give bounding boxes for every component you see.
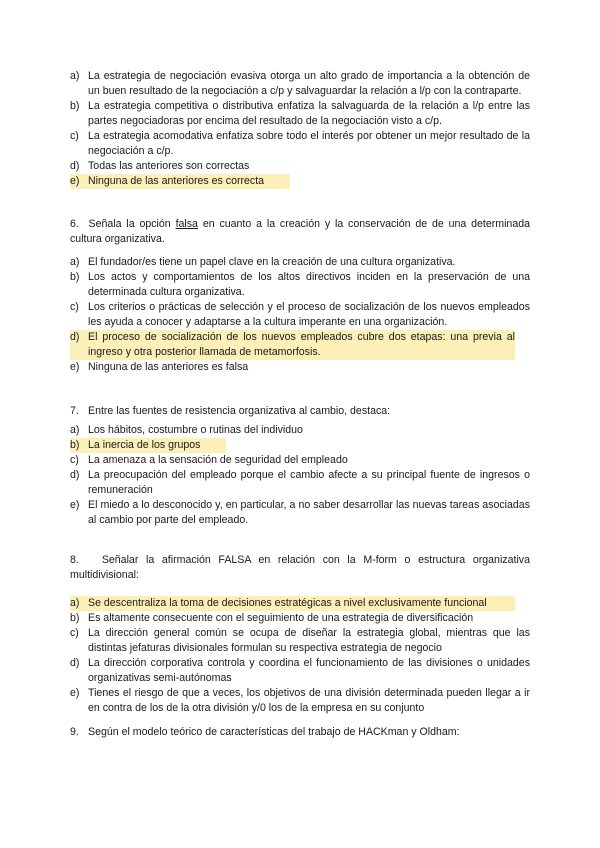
option-7c: c) La amenaza a la sensación de seguridad del empleado	[70, 454, 348, 466]
question-6-options	[70, 255, 530, 375]
option-6b: b) Los actos y comportamientos de los altos directivos inciden en la preservación de una determinada cultura organizativa.	[70, 271, 530, 298]
option-6e: e) Ninguna de las anteriores es falsa	[70, 361, 249, 373]
falsa-underlined: falsa	[175, 218, 198, 230]
option-6a: a) El fundador/es tiene un papel clave en la creación de una cultura organizativa.	[70, 256, 456, 268]
question-9-text: 9. Según el modelo teórico de características del trabajo de HACKman y Oldham:	[70, 726, 460, 738]
option-7e: e) El miedo a lo desconocido y, en particular, a no saber desarrollar las nuevas tareas asociadas al cambio por parte del empleado.	[70, 499, 530, 526]
option-8e: e) Tienes el riesgo de que a veces, los objetivos de una división determinada pueden llegar a ir en contra de los de la otra división y/0 los de la empresa en su conjunto	[70, 687, 530, 714]
option-6d-highlighted: d) El proceso de socialización de los nuevos empleados cubre dos etapas: una previa al ingreso y otra posterior llamada de metamorfosis.	[70, 331, 515, 358]
option-8c: c) La dirección general común se ocupa de diseñar la estrategia global, mientras que las distintas jefaturas divisionales formulan su respectiva estrategia de negocio	[70, 627, 530, 654]
option-5a: a) La estrategia de negociación evasiva otorga un alto grado de importancia a la obtención de un buen resultado de la negociación a c/p y salvaguardar la relación a l/p con la contraparte.	[70, 70, 530, 97]
question-6	[70, 217, 530, 247]
option-5b: b) La estrategia competitiva o distributiva enfatiza la salvaguarda de la relación a l/p entre las partes negociadoras por encima del resultado de la negociación visto a c/p.	[70, 100, 530, 127]
option-7d: d) La preocupación del empleado porque el cambio afecte a su principal fuente de ingresos o remuneración	[70, 469, 530, 496]
option-5e-highlighted: e) Ninguna de las anteriores es correcta	[70, 174, 530, 189]
question-7-text: 7. Entre las fuentes de resistencia organizativa al cambio, destaca:	[70, 405, 391, 417]
option-7b-highlighted: b) La inercia de los grupos	[70, 438, 530, 453]
question-7-options	[70, 423, 530, 528]
question-6-text: 6. Señala la opción falsa en cuanto a la creación y la conservación de de una determinada cultura organizativa.	[70, 218, 531, 245]
question-8-options	[70, 596, 530, 716]
question-7	[70, 404, 530, 419]
option-6c: c) Los criterios o prácticas de selección y el proceso de socialización de los nuevos empleados les ayuda a conocer y adaptarse a la cultura imperante en una organización.	[70, 301, 530, 328]
option-8b: b) Es altamente consecuente con el seguimiento de una estrategia de diversificación	[70, 612, 474, 624]
option-8a-highlighted: a) Se descentraliza la toma de decisiones estratégicas a nivel exclusivamente funcional	[70, 596, 515, 611]
option-5d: d) Todas las anteriores son correctas	[70, 160, 250, 172]
question-9	[70, 725, 530, 740]
option-8d: d) La dirección corporativa controla y coordina el funcionamiento de las divisiones o unidades organizativas semi-autónomas	[70, 657, 530, 684]
question-8-text: 8. Señalar la afirmación FALSA en relación con la M-form o estructura organizativa multidivisional:	[70, 554, 530, 581]
question-8	[70, 553, 530, 583]
question-5-options	[70, 69, 530, 189]
option-7a: a) Los hábitos, costumbre o rutinas del individuo	[70, 424, 303, 436]
option-5c: c) La estrategia acomodativa enfatiza sobre todo el interés por obtener un mejor resultado de la negociación a c/p.	[70, 130, 530, 157]
